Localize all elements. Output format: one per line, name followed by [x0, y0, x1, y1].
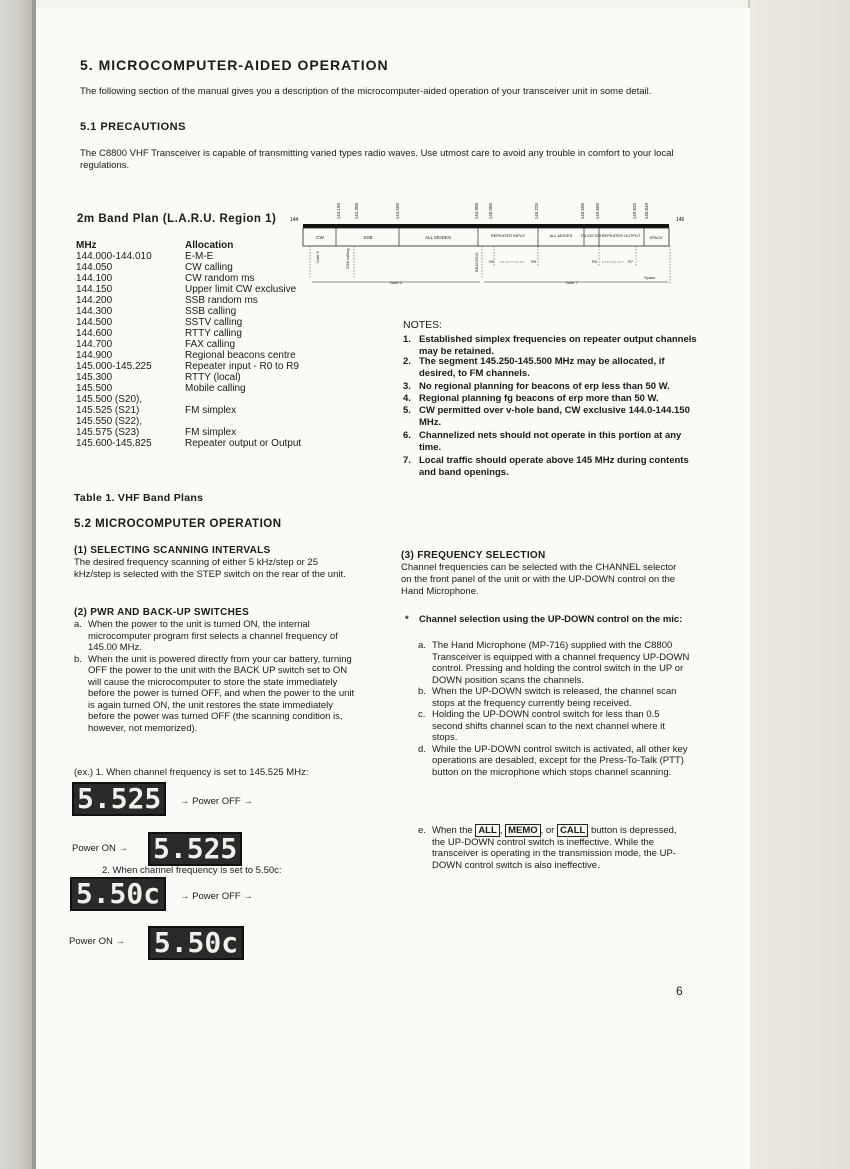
power-on-label-2: Power ON →: [69, 936, 125, 947]
note-number: 5.: [403, 405, 411, 416]
diag-below-label: R0: [489, 259, 495, 264]
list-text: While the UP-DOWN control switch is activated, all other key operations are desabled, except for the Press-To-Talk (PTT) button on the microphone which stops channel scanning.: [432, 743, 688, 778]
e-pre: When the: [432, 825, 473, 836]
diag-seg-label: REPEATER OUTPUT: [601, 233, 641, 238]
bandplan-allocation: RTTY calling: [185, 328, 242, 339]
bandplan-allocation: SSB random ms: [185, 295, 258, 306]
bandplan-row: [76, 317, 326, 328]
s3-text: Channel frequencies can be selected with the CHANNEL selector on the front panel of the unit or with the UP-DOWN control on the Hand Microphone.: [401, 562, 677, 597]
bandplan-allocation: Upper limit CW exclusive: [185, 284, 297, 295]
diag-seg-label: ALL MODES: [549, 233, 573, 238]
diag-below-label: Note 6: [390, 280, 402, 285]
power-off-label-1: → Power OFF →: [180, 796, 253, 807]
list-item: [74, 654, 357, 735]
diag-top-label: 145.000: [488, 203, 493, 220]
e-post: button is depressed, the UP-DOWN control switch is ineffective. While the transceiver is operating in the transmission mode, the UP-DOWN control switch is also ineffective.: [432, 825, 677, 871]
note-text: CW permitted over v-hole band, CW exclusive 144.0-144.150 MHz.: [419, 405, 690, 428]
s3-list: [418, 640, 690, 778]
display-digits: 5.50c: [75, 877, 161, 910]
col-allocation: Allocation: [185, 240, 234, 251]
display-digits: 5.50c: [153, 926, 239, 959]
bandplan-mhz: 145.550 (S22),: [76, 416, 143, 427]
bandplan-mhz: 145.575 (S23): [76, 427, 140, 438]
bandplan-allocation: CW random ms: [185, 273, 255, 284]
bandplan-row: [76, 383, 326, 394]
section-5-intro: The following section of the manual gives you a description of the microcomputer-aided operation of your transceiver unit in some detail.: [80, 86, 652, 97]
diag-start-label: 144: [290, 217, 299, 223]
note-text: Channelized nets should not operate in this portion at any time.: [419, 430, 682, 453]
bandplan-row: [76, 394, 326, 405]
diag-seg-label: SSB: [363, 235, 373, 240]
diag-end-label: 146: [676, 217, 685, 223]
display-550c-before: [70, 877, 166, 911]
bandplan-mhz: 144.200: [76, 295, 113, 306]
list-text: Holding the UP-DOWN control switch for less than 0.5 second shifts channel scan to the next channel where it stops.: [432, 709, 665, 743]
diag-below-label: Note 5: [315, 251, 320, 263]
diag-below-labels: [315, 249, 656, 285]
diag-top-label: 144.150: [336, 203, 341, 220]
diag-top-label: 144.300: [354, 203, 359, 220]
diag-arrows: [312, 262, 668, 282]
scan-left-edge: [0, 0, 32, 1169]
note-item: [403, 381, 698, 393]
bandplan-row: [76, 427, 326, 438]
note-text: No regional planning for beacons of erp less than 50 W.: [419, 381, 670, 392]
diag-top-label: 144.900: [474, 203, 479, 220]
bandplan-row: [76, 361, 326, 372]
bandplan-mhz: 144.300: [76, 306, 113, 317]
list-text: When the power to the unit is turned ON, the internal microcomputer program first selects a channel frequency of 145.00 MHz.: [88, 619, 338, 653]
bandplan-mhz: 144.600: [76, 328, 113, 339]
bandplan-mhz: 145.500 (S20),: [76, 394, 143, 405]
bandplan-allocation: SSTV calling: [185, 317, 243, 328]
note-item: [403, 334, 698, 357]
item-e-text: [432, 825, 690, 871]
bandplan-row: [76, 416, 326, 427]
e-sep: ,: [499, 825, 503, 836]
list-item: [74, 619, 357, 654]
note-text: Regional planning fg beacons of erp more than 50 W.: [419, 393, 659, 404]
e-sep: , or: [540, 825, 555, 836]
list-text: The Hand Microphone (MP-716) supplied with the C8800 Transceiver is equipped with a channel frequency UP-DOWN control. Pressing and holding the control switch in the UP or DOWN position scans the channels.: [432, 640, 690, 686]
bandplan-mhz: 144.100: [76, 273, 113, 284]
list-bullet: b.: [418, 686, 426, 697]
note-item: [403, 430, 698, 453]
section-51-text: The C8800 VHF Transceiver is capable of transmitting varied types radio waves. Use utmost care to avoid any trouble in comfort to your local regulations.: [80, 148, 674, 171]
bandplan-row: [76, 339, 326, 350]
star-text: Channel selection using the UP-DOWN control on the mic:: [419, 614, 683, 625]
diag-top-label: 145.825: [632, 203, 637, 220]
bandplan-mhz: 145.525 (S21): [76, 405, 140, 416]
list-item: [418, 744, 690, 779]
diag-below-label: R9: [531, 259, 537, 264]
display-digits: 5.525: [77, 782, 162, 815]
scan-right-edge: [750, 0, 850, 1169]
power-on-label-1: Power ON →: [72, 843, 128, 854]
note-number: 7.: [403, 455, 411, 466]
diag-below-label: BEACONS: [474, 252, 479, 272]
section-52-title: 5.2 MICROCOMPUTER OPERATION: [74, 518, 282, 530]
diag-top-label: 145.500: [580, 203, 585, 220]
bandplan-mhz: 144.500: [76, 317, 113, 328]
diag-below-label: Space: [644, 275, 656, 280]
example-2: 2. When channel frequency is set to 5.50c:: [102, 865, 282, 876]
col-mhz: MHz: [76, 240, 97, 251]
bandplan-title: 2m Band Plan (L.A.R.U. Region 1): [77, 213, 277, 225]
diag-top-label: 145.600: [595, 203, 600, 220]
bandplan-mhz: 145.500: [76, 383, 113, 394]
bandplan-allocation: Repeater output or Output: [185, 438, 302, 449]
diag-bar: [303, 224, 669, 228]
diag-segment-labels: [316, 233, 663, 240]
power-off-label-2: → Power OFF →: [180, 891, 253, 902]
bandplan-mhz: 144.900: [76, 350, 113, 361]
bandplan-row: [76, 405, 326, 416]
bandplan-allocation: CW calling: [185, 262, 233, 273]
band-plan-diagram: [288, 197, 688, 287]
bandplan-mhz: 144.050: [76, 262, 113, 273]
note-item: [403, 455, 698, 478]
list-bullet: d.: [418, 743, 426, 755]
note-number: 2.: [403, 356, 411, 367]
key-all-label: ALL: [475, 824, 499, 837]
bandplan-allocation: FM simplex: [185, 427, 237, 438]
list-item: [418, 686, 690, 709]
star-bullet: *: [405, 614, 409, 625]
bandplan-row: [76, 328, 326, 339]
diag-below-label: R7: [628, 259, 634, 264]
bandplan-allocation: Mobile calling: [185, 383, 246, 394]
note-number: 1.: [403, 334, 411, 345]
key-memo-label: MEMO: [505, 824, 541, 837]
list-item: [418, 640, 690, 686]
s3-item-e: [418, 825, 690, 871]
bandplan-mhz: 144.000-144.010: [76, 251, 152, 262]
diag-below-label: Note 7: [566, 280, 578, 285]
bandplan-row: [76, 350, 326, 361]
bandplan-allocation: E-M-E: [185, 251, 214, 262]
diag-below-label: R0: [592, 259, 598, 264]
note-number: 4.: [403, 393, 411, 404]
list-bullet: b.: [74, 653, 82, 665]
bandplan-row: [76, 372, 326, 383]
diag-below-label: SSB calling: [345, 248, 350, 269]
section-5-title: 5. MICROCOMPUTER-AIDED OPERATION: [80, 57, 389, 73]
s1-title: (1) SELECTING SCANNING INTERVALS: [74, 545, 271, 556]
bandplan-allocation: Regional beacons centre: [185, 350, 296, 361]
note-text: Local traffic should operate above 145 MHz during contents and band openings.: [419, 455, 689, 478]
display-550c-after: [148, 926, 244, 960]
bandplan-mhz: 144.150: [76, 284, 113, 295]
s3-title: (3) FREQUENCY SELECTION: [401, 550, 546, 561]
bandplan-row: [76, 438, 326, 449]
table-caption: Table 1. VHF Band Plans: [74, 492, 204, 504]
list-bullet: a.: [74, 619, 82, 630]
diag-seg-label: CW: [316, 235, 324, 240]
note-item: [403, 356, 698, 379]
diag-top-label: 144.500: [395, 203, 400, 220]
bandplan-row: [76, 295, 326, 306]
bandplan-allocation: FM simplex: [185, 405, 237, 416]
list-item: [418, 709, 690, 744]
diag-seg-label: FM S20 S23: [581, 234, 601, 238]
diag-top-label: 145.225: [534, 203, 539, 220]
bandplan-mhz: 145.000-145.225: [76, 361, 152, 372]
s2-list: [74, 619, 357, 734]
bandplan-allocation: Repeater input - R0 to R9: [185, 361, 299, 372]
s3-star-note: [405, 614, 690, 626]
note-text: Established simplex frequencies on repeater output channels may be retained.: [419, 334, 697, 357]
bandplan-allocation: RTTY (local): [185, 372, 241, 383]
display-digits: 5.525: [153, 832, 238, 865]
s2-title: (2) PWR AND BACK-UP SWITCHES: [74, 607, 250, 618]
item-e-bullet: e.: [418, 825, 426, 836]
diagram-top-labels: [336, 203, 649, 220]
list-bullet: c.: [418, 709, 426, 720]
note-number: 6.: [403, 430, 411, 441]
diag-seg-label: ALL MODES: [424, 235, 452, 240]
diag-leaders: [310, 246, 670, 285]
bandplan-allocation: SSB calling: [185, 306, 237, 317]
bandplan-mhz: 144.700: [76, 339, 113, 350]
list-text: When the UP-DOWN switch is released, the channel scan stops at the frequency currently being received.: [432, 686, 677, 709]
display-5525-before: [72, 782, 166, 816]
list-bullet: a.: [418, 640, 426, 651]
display-5525-after: [148, 832, 242, 866]
note-text: The segment 145.250-145.500 MHz may be allocated, if desired, to FM channels.: [419, 356, 665, 379]
note-number: 3.: [403, 381, 411, 392]
list-text: When the unit is powered directly from your car battery, turning OFF the power to the unit with the BACK UP switch set to ON will cause the microcomputer to store the state immediately before the power is turned OFF, and when the power to the unit is again turned ON, the unit restores the state immediately before the power was turned OFF (the scanning condition is, however, not memorized).: [88, 653, 355, 734]
example-1: (ex.) 1. When channel frequency is set to 145.525 MHz:: [74, 767, 309, 778]
bandplan-mhz: 145.600-145.825: [76, 438, 152, 449]
s1-text: The desired frequency scanning of either 5 kHz/step or 25 kHz/step is selected with the STEP switch on the rear of the unit.: [74, 557, 346, 580]
bandplan-row: [76, 306, 326, 317]
diag-seg-label: SPACE: [649, 235, 663, 240]
diag-seg-label: REPEATER INPUT: [490, 233, 526, 238]
page-number: 6: [676, 984, 683, 998]
key-call-label: CALL: [557, 824, 588, 837]
note-item: [403, 405, 698, 428]
notes-title: NOTES:: [403, 319, 443, 331]
diag-top-label: 145.849: [644, 203, 649, 220]
section-51-title: 5.1 PRECAUTIONS: [80, 121, 186, 133]
bandplan-mhz: 145.300: [76, 372, 113, 383]
bandplan-allocation: FAX calling: [185, 339, 236, 350]
note-item: [403, 393, 698, 405]
